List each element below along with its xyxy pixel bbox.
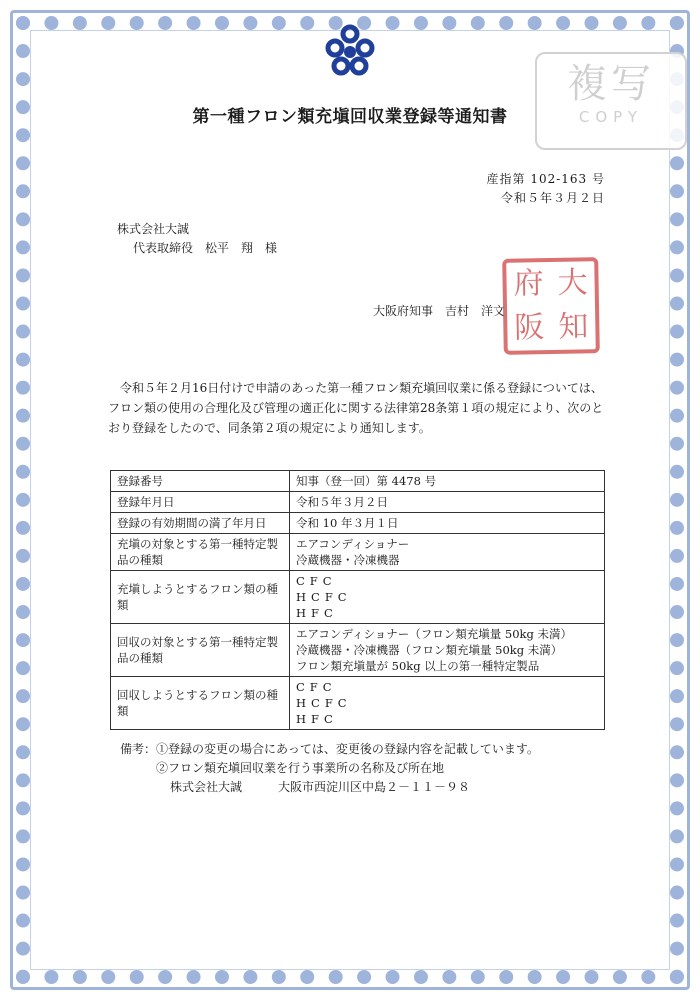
row-value	[290, 492, 605, 513]
copy-kanji: 複写	[567, 61, 655, 107]
notes-block	[120, 740, 539, 797]
note-1: 備考：①登録の変更の場合にあっては、変更後の登録内容を記載しています。	[120, 742, 539, 756]
row-value	[290, 624, 605, 677]
row-label: 回収の対象とする第一種特定製品の種類	[111, 624, 290, 677]
row-value-line: エアコンディショナー	[296, 537, 410, 551]
row-value	[290, 534, 605, 571]
issuer-name: 大阪府知事 吉村 洋文	[373, 304, 506, 318]
office-name: 株式会社大誠	[170, 780, 243, 794]
table-row	[111, 471, 605, 492]
row-value-line: CFC	[296, 574, 337, 588]
row-label: 登録の有効期間の満了年月日	[111, 513, 290, 534]
row-label: 回収しようとするフロン類の種類	[111, 677, 290, 730]
row-value	[290, 571, 605, 624]
notice-body: 令和５年２月16日付けで申請のあった第一種フロン類充塡回収業に係る登録については、フロン類の使用の合理化及び管理の適正化に関する法律第28条第１項の規定により、次のとおり登録をしたので、同条第２項の規定により通知します。	[108, 381, 604, 435]
table-row	[111, 513, 605, 534]
copy-watermark	[535, 52, 687, 150]
registration-table	[110, 470, 605, 730]
osaka-emblem-icon	[323, 24, 377, 78]
row-value-line: 冷蔵機器・冷凍機器（フロン類充塡量 50kg 未満）	[296, 643, 563, 657]
note-2: ②フロン類充塡回収業を行う事業所の名称及び所在地	[156, 761, 445, 775]
row-value	[290, 513, 605, 534]
office-line	[120, 778, 539, 797]
row-value	[290, 677, 605, 730]
governor-seal	[502, 257, 600, 355]
row-value-line: 令和５年３月２日	[296, 495, 388, 509]
document-number-block	[487, 170, 606, 208]
table-row	[111, 677, 605, 730]
table-row	[111, 492, 605, 513]
row-value-line: フロン類充塡量が 50kg 以上の第一種特定製品	[296, 659, 540, 673]
copy-english: COPY	[578, 108, 644, 126]
seal-character: 知	[558, 309, 589, 345]
table-row	[111, 571, 605, 624]
row-value-line: HFC	[296, 606, 338, 620]
row-value-line: 令和 10 年３月１日	[296, 516, 399, 530]
row-label: 登録年月日	[111, 492, 290, 513]
document-number: 産指第 102-163 号	[486, 172, 605, 186]
recipient-block	[117, 220, 277, 258]
office-address: 大阪市西淀川区中島２－１１－９８	[278, 780, 471, 794]
table-row	[111, 624, 605, 677]
table-row	[111, 534, 605, 571]
seal-character: 府	[513, 266, 544, 302]
document-date: 令和５年３月２日	[500, 191, 605, 205]
row-value-line: 冷蔵機器・冷凍機器	[296, 553, 400, 567]
row-value-line: HFC	[296, 712, 338, 726]
row-value-line: 知事（登一回）第 4478 号	[296, 474, 437, 488]
row-value-line: エアコンディショナー（フロン類充塡量 50kg 未満）	[296, 627, 573, 641]
row-label: 登録番号	[111, 471, 290, 492]
row-label: 充塡の対象とする第一種特定製品の種類	[111, 534, 290, 571]
seal-character: 阪	[514, 310, 545, 346]
row-label: 充塡しようとするフロン類の種類	[111, 571, 290, 624]
row-value-line: CFC	[296, 680, 337, 694]
row-value-line: HCFC	[296, 590, 352, 604]
row-value	[290, 471, 605, 492]
recipient-representative: 代表取締役 松平 翔 様	[133, 241, 278, 255]
recipient-company: 株式会社大誠	[117, 222, 190, 236]
document-title: 第一種フロン類充塡回収業登録等通知書	[192, 107, 508, 127]
seal-character: 大	[557, 265, 588, 301]
row-value-line: HCFC	[296, 696, 352, 710]
